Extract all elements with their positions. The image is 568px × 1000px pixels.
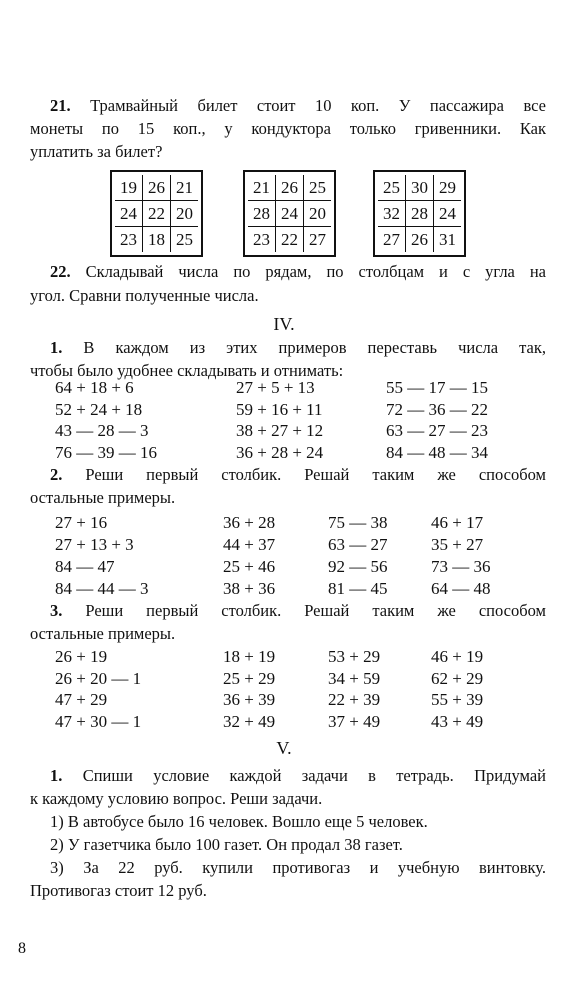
square-cell: 30	[406, 175, 434, 201]
s4-3-number: 3.	[50, 601, 63, 620]
example-cell: 63 — 27	[328, 535, 388, 554]
example-cell: 22 + 39	[328, 690, 381, 709]
task-3-line2: Противогаз стоит 12 руб.	[30, 881, 207, 900]
task-2: 2) У газетчика было 100 газет. Он продал 38 газет.	[50, 835, 403, 854]
square-cell: 21	[171, 175, 199, 201]
example-cell: 36 + 28 + 24	[236, 442, 324, 462]
square-cell: 25	[176, 230, 193, 249]
s4-3-line2: остальные примеры.	[30, 624, 176, 643]
example-cell: 25 + 29	[223, 668, 276, 688]
example-cell: 84 — 47	[55, 557, 115, 576]
square-cell: 31	[439, 230, 456, 249]
s5-1-line2: к каждому условию вопрос. Реши задачи.	[30, 789, 323, 808]
square-cell: 21	[248, 175, 276, 201]
s4-3-line1	[50, 601, 546, 621]
square-cell: 26	[276, 175, 304, 201]
example-cell: 43 — 28 — 3	[55, 421, 149, 440]
section-iv-heading: IV.	[273, 314, 295, 334]
p21-line3: уплатить за билет?	[30, 142, 163, 161]
example-cell: 64 — 48	[431, 579, 491, 598]
example-cell: 55 + 39	[431, 690, 484, 709]
square-cell: 27	[378, 227, 406, 253]
magic-square-3	[373, 170, 466, 257]
example-cell: 63 — 27 — 23	[386, 421, 488, 440]
example-cell: 64 + 18 + 6	[55, 378, 134, 397]
example-cell: 18 + 19	[223, 647, 276, 666]
example-cell: 25 + 46	[223, 557, 276, 576]
square-cell: 29	[434, 175, 462, 201]
example-cell: 84 — 48 — 34	[386, 442, 488, 462]
square-cell: 32	[378, 201, 406, 227]
s4-2-text1: Реши первый столбик. Решай таким же способом	[85, 465, 547, 484]
p21-line2: монеты по 15 коп., у кондуктора только гривенники. Как	[30, 119, 546, 138]
square-cell: 26	[406, 227, 434, 253]
s4-2-number: 2.	[50, 465, 63, 484]
square-cell: 22	[143, 201, 171, 227]
task-3-line1: 3) За 22 руб. купили противогаз и учебную винтовку.	[50, 858, 546, 877]
example-cell: 76 — 39 — 16	[55, 442, 157, 462]
s4-1-number: 1.	[50, 338, 63, 357]
s5-1-line1	[50, 766, 546, 786]
p22-line2: угол. Сравни полученные числа.	[30, 286, 259, 305]
s4-2-line1	[50, 465, 546, 485]
example-cell: 44 + 37	[223, 535, 276, 554]
example-cell: 38 + 36	[223, 579, 276, 598]
magic-square-1	[110, 170, 203, 257]
p21-number: 21.	[50, 96, 71, 115]
example-cell: 72 — 36 — 22	[386, 399, 488, 419]
example-cell: 47 + 30 — 1	[55, 711, 142, 731]
square-cell: 26	[143, 175, 171, 201]
example-cell: 81 — 45	[328, 579, 388, 598]
p22-text1: Складывай числа по рядам, по столбцам и с угла на	[85, 262, 546, 281]
square-cell: 22	[276, 227, 304, 253]
example-cell: 43 + 49	[431, 711, 484, 731]
page-number: 8	[18, 940, 26, 957]
square-cell: 24	[115, 201, 143, 227]
example-cell: 52 + 24 + 18	[55, 399, 143, 419]
example-cell: 32 + 49	[223, 711, 276, 731]
square-cell: 18	[143, 227, 171, 253]
example-cell: 27 + 5 + 13	[236, 378, 315, 397]
s4-1-text1: В каждом из этих примеров переставь числа так,	[83, 338, 547, 357]
task-1: 1) В автобусе было 16 человек. Вошло еще 5 человек.	[50, 812, 428, 831]
magic-square-2	[243, 170, 336, 257]
example-cell: 27 + 13 + 3	[55, 535, 134, 554]
example-cell: 47 + 29	[55, 690, 108, 709]
square-cell: 28	[406, 201, 434, 227]
s4-2-line2: остальные примеры.	[30, 488, 176, 507]
example-cell: 26 + 20 — 1	[55, 668, 142, 688]
square-cell: 28	[248, 201, 276, 227]
p21-text1: Трамвайный билет стоит 10 коп. У пассажира все	[90, 96, 546, 115]
s5-1-number: 1.	[50, 766, 63, 785]
example-cell: 92 — 56	[328, 557, 388, 576]
s4-1-line1	[50, 338, 546, 358]
square-cell: 24	[434, 201, 462, 227]
square-cell: 19	[115, 175, 143, 201]
example-cell: 59 + 16 + 11	[236, 399, 323, 419]
example-cell: 35 + 27	[431, 535, 484, 554]
square-cell: 25	[378, 175, 406, 201]
example-cell: 55 — 17 — 15	[386, 378, 488, 397]
example-cell: 46 + 19	[431, 647, 484, 666]
example-cell: 38 + 27 + 12	[236, 421, 324, 440]
example-cell: 46 + 17	[431, 513, 484, 532]
example-cell: 26 + 19	[55, 647, 108, 666]
example-cell: 36 + 28	[223, 513, 276, 532]
square-cell: 23	[115, 227, 143, 253]
section-v-heading: V.	[276, 738, 292, 758]
s5-1-text1: Спиши условие каждой задачи в тетрадь. Придумай	[82, 766, 546, 785]
square-cell: 20	[304, 201, 332, 227]
example-cell: 36 + 39	[223, 690, 276, 709]
square-cell: 20	[171, 201, 199, 227]
s4-3-text1: Реши первый столбик. Решай таким же способом	[85, 601, 547, 620]
example-cell: 37 + 49	[328, 711, 381, 731]
p21-line1	[50, 96, 546, 116]
example-cell: 34 + 59	[328, 668, 381, 688]
square-cell: 23	[248, 227, 276, 253]
example-cell: 73 — 36	[431, 557, 491, 576]
example-cell: 53 + 29	[328, 647, 381, 666]
p22-line1	[50, 262, 546, 282]
square-cell: 27	[309, 230, 326, 249]
square-cell: 25	[304, 175, 332, 201]
example-cell: 75 — 38	[328, 513, 388, 532]
example-cell: 62 + 29	[431, 668, 484, 688]
p22-number: 22.	[50, 262, 71, 281]
example-cell: 84 — 44 — 3	[55, 579, 149, 598]
example-cell: 27 + 16	[55, 513, 108, 532]
s4-1-line2: чтобы было удобнее складывать и отнимать:	[30, 361, 344, 380]
square-cell: 24	[276, 201, 304, 227]
